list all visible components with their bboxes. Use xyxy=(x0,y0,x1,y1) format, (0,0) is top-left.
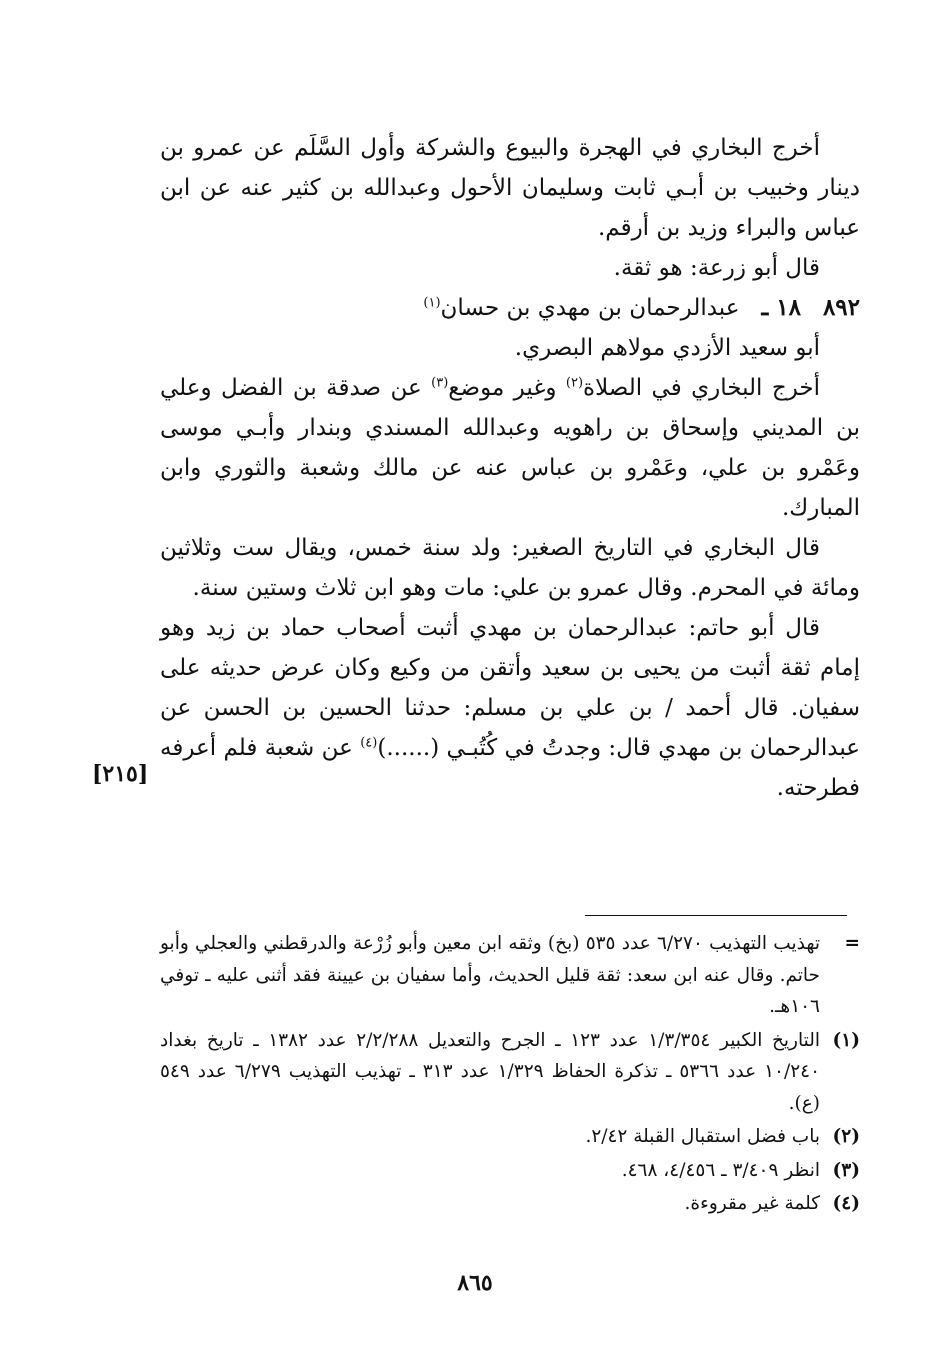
paragraph-4 xyxy=(160,368,860,528)
entry-sequence: ١٨ ـ xyxy=(761,294,801,321)
entry-title xyxy=(423,288,739,328)
footnote-ref-1: (١) xyxy=(423,295,441,311)
footnote-4 xyxy=(160,1188,860,1220)
paragraph-5: قال البخاري في التاريخ الصغير: ولد سنة خمس، ويقال ست وثلاثين ومائة في المحرم. وقال عمرو بن علي: مات وهو ابن ثلاث وستين سنة. xyxy=(160,535,860,601)
footnote-text: تهذيب التهذيب ٦/٢٧٠ عدد ٥٣٥ (بخ) وثقه ابن معين وأبو زُرْعة والدرقطني والعجلي وأبو حاتم. وقال عنه ابن سعد: ثقة قليل الحديث، وأما سفيان بن عيينة فقد أثنى عليه ـ توفي ١٠٦هـ. xyxy=(160,933,821,1017)
footnote-ref-3: (٣) xyxy=(431,375,449,391)
footnote-mark: = xyxy=(844,933,860,954)
margin-page-marker: [٢١٥] xyxy=(92,761,149,787)
entry-number: ٨٩٢ xyxy=(822,294,860,321)
footnote-mark: (٢) xyxy=(832,1126,860,1147)
footnote-3 xyxy=(160,1155,860,1187)
p4-part-c: عن صدقة بن الفضل وعلي بن المديني وإسحاق بن راهويه وعبدالله المسندي وبندار وأبـي موسى وعَمْرو بن علي، وعَمْرو بن عباس عنه عن مالك وشعبة والثوري وابن المبارك. xyxy=(160,375,860,521)
footnotes xyxy=(160,928,860,1222)
footnote-text: كلمة غير مقروءة. xyxy=(684,1193,820,1214)
footnote-1 xyxy=(160,1025,860,1120)
entry-name: عبدالرحمان بن مهدي بن حسان xyxy=(440,295,740,321)
footnote-mark: (٤) xyxy=(832,1193,860,1214)
paragraph-3: أبو سعيد الأزدي مولاهم البصري. xyxy=(514,335,820,361)
footnote-text: التاريخ الكبير ١/٣/٣٥٤ عدد ١٢٣ ـ الجرح والتعديل ٢/٢/٢٨٨ عدد ١٣٨٢ ـ تاريخ بغداد ١٠/٢٤٠ عدد ٥٣٦٦ ـ تذكرة الحفاظ ١/٣٢٩ عدد ٣١٣ ـ تهذيب التهذيب ٦/٢٧٩ عدد ٥٤٩ (ع). xyxy=(160,1029,821,1114)
footnote-divider xyxy=(585,915,847,916)
footnote-ref-4: (٤) xyxy=(360,735,378,751)
footnote-mark: (٣) xyxy=(832,1159,860,1181)
paragraph-2: قال أبو زرعة: هو ثقة. xyxy=(613,255,820,281)
main-text xyxy=(160,128,860,808)
footnote-mark: (١) xyxy=(832,1029,860,1051)
entry-heading xyxy=(160,288,860,328)
p4-part-b: وغير موضع xyxy=(448,375,566,401)
p6-part-a: قال أبو حاتم: عبدالرحمان بن مهدي أثبت أصحاب حماد بن زيد وهو إمام ثقة أثبت من يحيى بن سعيد وأتقن من وكيع وكان عرض حديثه على سفيان. قال أحمد / بن علي بن مسلم: حدثنا الحسين بن الحسن عن عبدالرحمان بن مهدي قال: وجدتُ في كُتُبـي (......) xyxy=(160,615,860,761)
page-number: ٨٦٥ xyxy=(457,1270,493,1296)
paragraph-1: أخرج البخاري في الهجرة والبيوع والشركة وأول السَّلَم عن عمرو بن دينار وخبيب بن أبـي ثابت وسليمان الأحول وعبدالله بن كثير عنه عن ابن عباس والبراء وزيد بن أرقم. xyxy=(160,135,860,241)
p4-part-a: أخرج البخاري في الصلاة xyxy=(583,375,820,401)
footnote-continued xyxy=(160,928,860,1023)
footnote-ref-2: (٢) xyxy=(565,375,584,391)
footnote-2 xyxy=(160,1121,860,1153)
p6-part-b: عن شعبة فلم أعرفه فطرحته. xyxy=(160,735,860,801)
paragraph-6 xyxy=(160,608,860,808)
footnote-text: انظر ٣/٤٠٩ ـ ٤/٤٥٦، ٤٦٨. xyxy=(621,1159,820,1181)
footnote-text: باب فضل استقبال القبلة ٢/٤٢. xyxy=(585,1126,820,1147)
